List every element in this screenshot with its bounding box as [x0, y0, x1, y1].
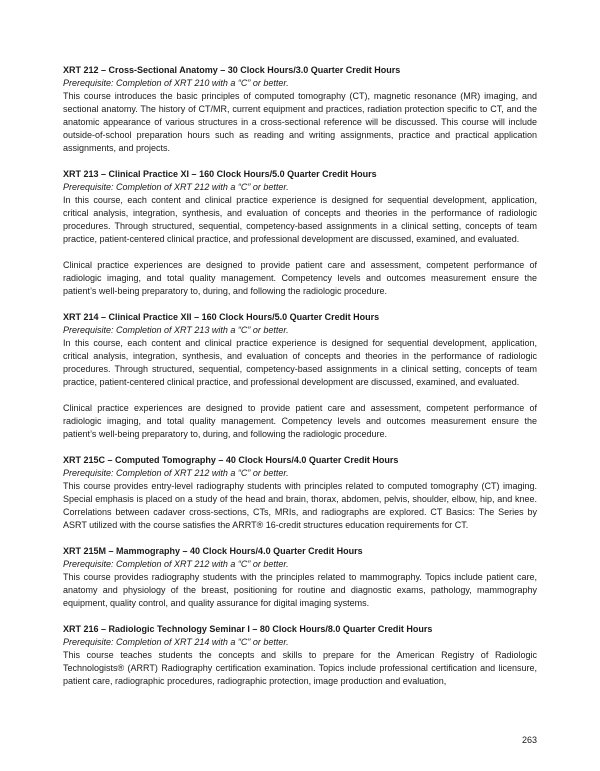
- page-number: 263: [521, 735, 537, 745]
- course-block: [63, 623, 537, 688]
- course-title: XRT 215C – Computed Tomography – 40 Clock Hours/4.0 Quarter Credit Hours: [63, 455, 399, 465]
- course-prerequisite: Prerequisite: Completion of XRT 214 with a “C” or better.: [63, 637, 289, 647]
- course-paragraph: This course provides radiography students with the principles related to mammography. Topics include patient care, anatomy and physiology of the breast, positioning for routine and diagnostic exams, pathology, mammography equipment, quality control, and quality assurance for digital imaging systems.: [63, 572, 537, 608]
- course-prerequisite: Prerequisite: Completion of XRT 210 with a “C” or better.: [63, 78, 289, 88]
- course-paragraph: In this course, each content and clinical practice experience is designed for sequential development, application, critical analysis, integration, synthesis, and evaluation of concepts and theories in the performance of radiologic procedures. Through structured, sequential, competency-based assignments in a clinical setting, concepts of team practice, patient-centered clinical practice, and professional development are discussed, examined, and evaluated.: [63, 338, 537, 387]
- course-paragraph: Clinical practice experiences are designed to provide patient care and assessment, competent performance of radiologic imaging, and total quality management. Competency levels and outcomes measurement ensure the patient’s well-being preparatory to, during, and following the radiologic procedure.: [63, 403, 537, 439]
- course-list: [63, 64, 537, 701]
- course-title: XRT 216 – Radiologic Technology Seminar I – 80 Clock Hours/8.0 Quarter Credit Hours: [63, 624, 433, 634]
- course-block: [63, 64, 537, 155]
- course-paragraph: This course introduces the basic principles of computed tomography (CT), magnetic resonance (MR) imaging, and sectional anatomy. The history of CT/MR, current equipment and practices, radiation protection specific to CT, and the anatomic appearance of various structures in a cross-sectional reference will be discussed. This course will include outside-of-school preparation hours such as reading and writing assignments, practice and practical application assignments, and projects.: [63, 91, 537, 153]
- course-title: XRT 212 – Cross-Sectional Anatomy – 30 Clock Hours/3.0 Quarter Credit Hours: [63, 65, 401, 75]
- course-title: XRT 215M – Mammography – 40 Clock Hours/4.0 Quarter Credit Hours: [63, 546, 363, 556]
- course-prerequisite: Prerequisite: Completion of XRT 212 with a “C” or better.: [63, 468, 289, 478]
- course-title: XRT 214 – Clinical Practice XII – 160 Clock Hours/5.0 Quarter Credit Hours: [63, 312, 380, 322]
- course-title: XRT 213 – Clinical Practice XI – 160 Clock Hours/5.0 Quarter Credit Hours: [63, 169, 377, 179]
- course-block: [63, 311, 537, 441]
- course-paragraph: This course provides entry-level radiography students with principles related to computed tomography (CT) imaging. Special emphasis is placed on a study of the head and brain, thorax, abdomen, pelvis, shoulder, elbow, hip, and knee. Correlations between cadaver cross-sections, CTs, MRIs, and radiographs are explored. CT Basics: The Series by ASRT utilized with the course satisfies the ARRT® 16-credit structures education requirements for CT.: [63, 481, 537, 530]
- course-prerequisite: Prerequisite: Completion of XRT 212 with a “C” or better.: [63, 559, 289, 569]
- course-paragraph: Clinical practice experiences are designed to provide patient care and assessment, competent performance of radiologic imaging, and total quality management. Competency levels and outcomes measurement ensure the patient’s well-being preparatory to, during, and following the radiologic procedure.: [63, 260, 537, 296]
- course-block: [63, 454, 537, 532]
- course-block: [63, 168, 537, 298]
- course-paragraph: This course teaches students the concepts and skills to prepare for the American Registry of Radiologic Technologists® (ARRT) Radiography certification examination. Topics include professional certification and licensure, patient care, radiographic procedures, radiographic protection, image production and evaluation,: [63, 650, 537, 686]
- course-paragraph: In this course, each content and clinical practice experience is designed for sequential development, application, critical analysis, integration, synthesis, and evaluation of concepts and theories in the performance of radiologic procedures. Through structured, sequential, competency-based assignments in a clinical setting, concepts of team practice, patient-centered clinical practice, and professional development are discussed, examined, and evaluated.: [63, 195, 537, 244]
- course-block: [63, 545, 537, 610]
- course-prerequisite: Prerequisite: Completion of XRT 213 with a “C” or better.: [63, 325, 289, 335]
- course-prerequisite: Prerequisite: Completion of XRT 212 with a “C” or better.: [63, 182, 289, 192]
